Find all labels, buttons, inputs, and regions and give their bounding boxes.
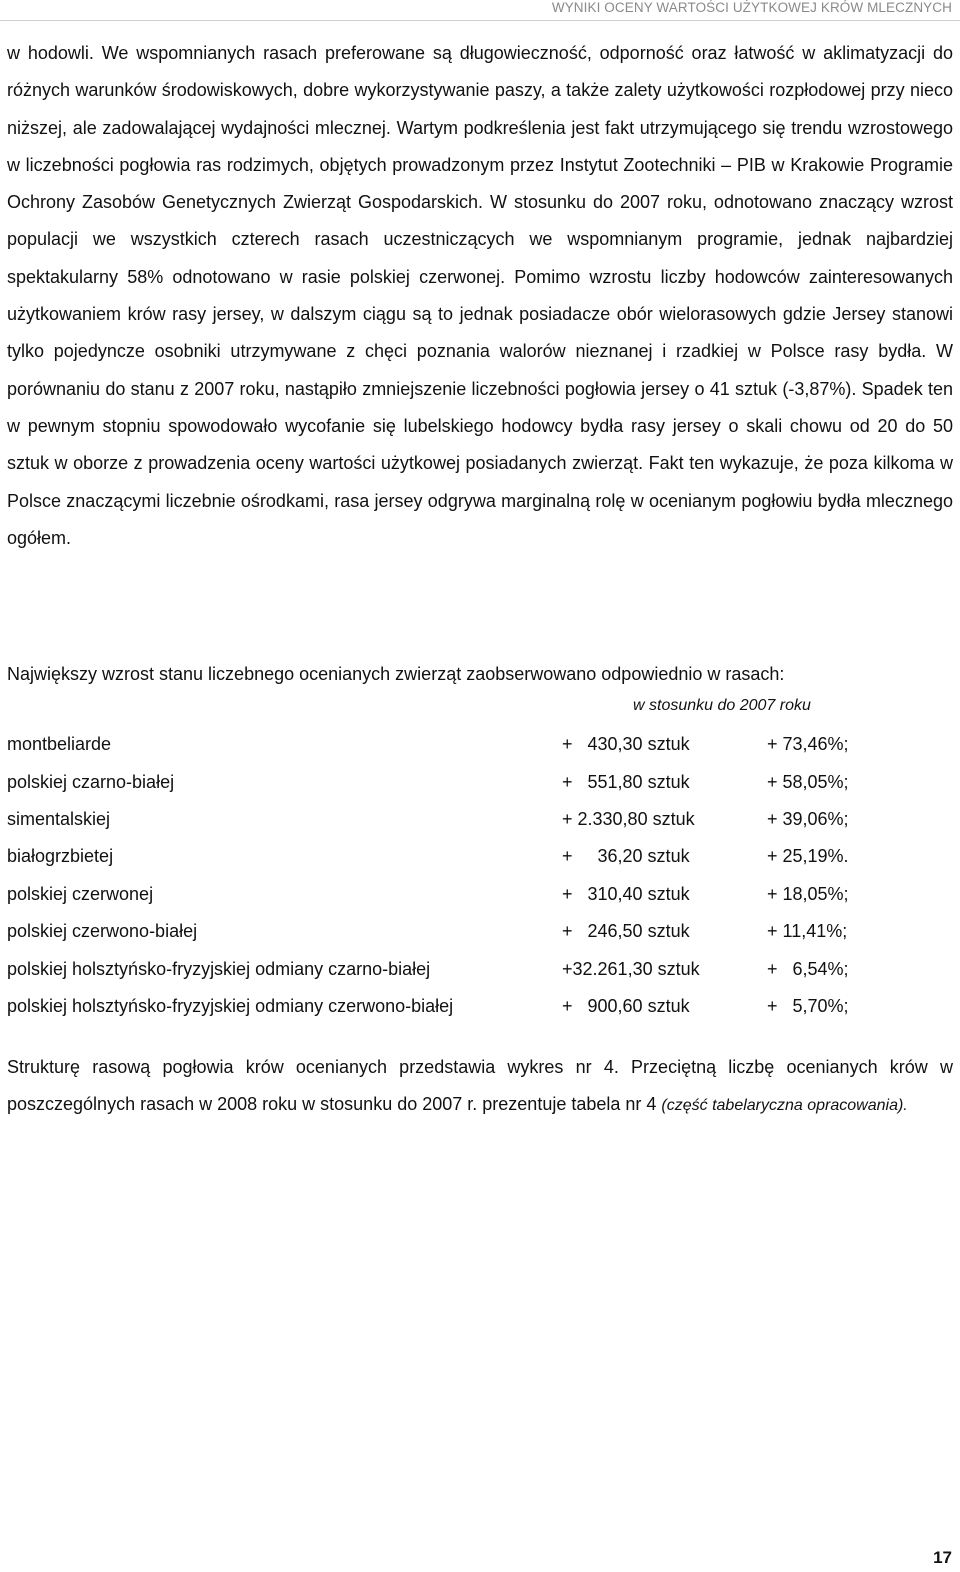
count-change-cell: + 36,20 sztuk	[562, 846, 690, 867]
breed-name-cell: białogrzbietej	[7, 846, 114, 867]
breed-name-cell: polskiej czarno-białej	[7, 771, 175, 792]
count-change-cell: + 551,80 sztuk	[562, 771, 690, 792]
percent-change-cell: + 6,54%;	[767, 958, 849, 979]
breed-name-cell: polskiej holsztyńsko-fryzyjskiej odmiany czarno-białej	[7, 958, 431, 979]
percent-change-cell: + 58,05%;	[767, 771, 849, 792]
table-row	[7, 876, 897, 913]
table-row	[7, 726, 897, 763]
breed-name-cell: polskiej czerwonej	[7, 883, 154, 904]
percent-change-cell: + 18,05%;	[767, 883, 849, 904]
breed-growth-table	[7, 726, 897, 1025]
percent-change-cell: + 5,70%;	[767, 995, 849, 1016]
count-change-cell: + 246,50 sztuk	[562, 921, 690, 942]
table-caption: w stosunku do 2007 roku	[633, 697, 811, 714]
percent-change-cell: + 73,46%;	[767, 734, 849, 755]
body-paragraph-intro: Największy wzrost stanu liczebnego ocenianych zwierząt zaobserwowano odpowiednio w rasach:	[7, 664, 785, 684]
breed-name-cell: polskiej czerwono-białej	[7, 921, 198, 942]
page-number: 17	[933, 1548, 952, 1567]
count-change-cell: +32.261,30 sztuk	[562, 958, 700, 979]
percent-change-cell: + 11,41%;	[767, 921, 848, 942]
table-row	[7, 763, 897, 800]
table-row	[7, 801, 897, 838]
breed-name-cell: polskiej holsztyńsko-fryzyjskiej odmiany czerwono-białej	[7, 995, 454, 1016]
structure-text: Strukturę rasową pogłowia krów ocenianych przedstawia wykres nr 4. Przeciętną liczbę ocenianych krów w poszczególnych rasach w 2008 roku w stosunku do 2007 r. prezentuje tabela nr 4	[7, 1057, 953, 1115]
table-row	[7, 913, 897, 950]
body-paragraph-main: w hodowli. We wspomnianych rasach preferowane są długowieczność, odporność oraz łatwość w aklimatyzacji do różnych warunków środowiskowych, dobre wykorzystywanie paszy, a także zalety użytkowości rozpłodowej przy nieco niższej, ale zadowalającej wydajności mlecznej. Wartym podkreślenia jest fakt utrzymującego się trendu wzrostowego w liczebności pogłowia ras rodzimych, objętych prowadzonym przez Instytut Zootechniki – PIB w Krakowie Programie Ochrony Zasobów Genetycznych Zwierząt Gospodarskich. W stosunku do 2007 roku, odnotowano znaczący wzrost populacji we wszystkich czterech rasach uczestniczących we wspomnianym programie, jednak najbardziej spektakularny 58% odnotowano w rasie polskiej czerwonej. Pomimo wzrostu liczby hodowców zainteresowanych użytkowaniem krów rasy jersey, w dalszym ciągu są to jednak posiadacze obór wielorasowych gdzie Jersey stanowi tylko pojedyncze osobniki utrzymywane z chęci poznania walorów nieznanej i rzadkiej w Polsce rasy bydła. W porównaniu do stanu z 2007 roku, nastąpiło zmniejszenie liczebności pogłowia jersey o 41 sztuk (-3,87%). Spadek ten w pewnym stopniu spowodowało wycofanie się lubelskiego hodowcy bydła rasy jersey o skali chowu od 20 do 50 sztuk w oborze z prowadzenia oceny wartości użytkowej posiadanych zwierząt. Fakt ten wykazuje, że poza kilkoma w Polsce znaczącymi liczebnie ośrodkami, rasa jersey odgrywa marginalną rolę w ocenianym pogłowiu bydła mlecznego ogółem.	[7, 43, 953, 548]
count-change-cell: + 2.330,80 sztuk	[562, 808, 695, 829]
count-change-cell: + 310,40 sztuk	[562, 883, 690, 904]
table-row	[7, 988, 897, 1025]
running-header: WYNIKI OCENY WARTOŚCI UŻYTKOWEJ KRÓW MLECZNYCH	[551, 0, 952, 15]
header-rule	[0, 20, 960, 21]
breed-name-cell: simentalskiej	[7, 808, 111, 829]
table-row	[7, 838, 897, 875]
percent-change-cell: + 39,06%;	[767, 808, 849, 829]
breed-name-cell: montbeliarde	[7, 734, 112, 755]
percent-change-cell: + 25,19%.	[767, 846, 849, 867]
body-paragraph-structure	[7, 1049, 953, 1125]
structure-note: (część tabelaryczna opracowania).	[661, 1097, 908, 1115]
count-change-cell: + 430,30 sztuk	[562, 734, 690, 755]
table-row	[7, 950, 897, 987]
count-change-cell: + 900,60 sztuk	[562, 995, 690, 1016]
